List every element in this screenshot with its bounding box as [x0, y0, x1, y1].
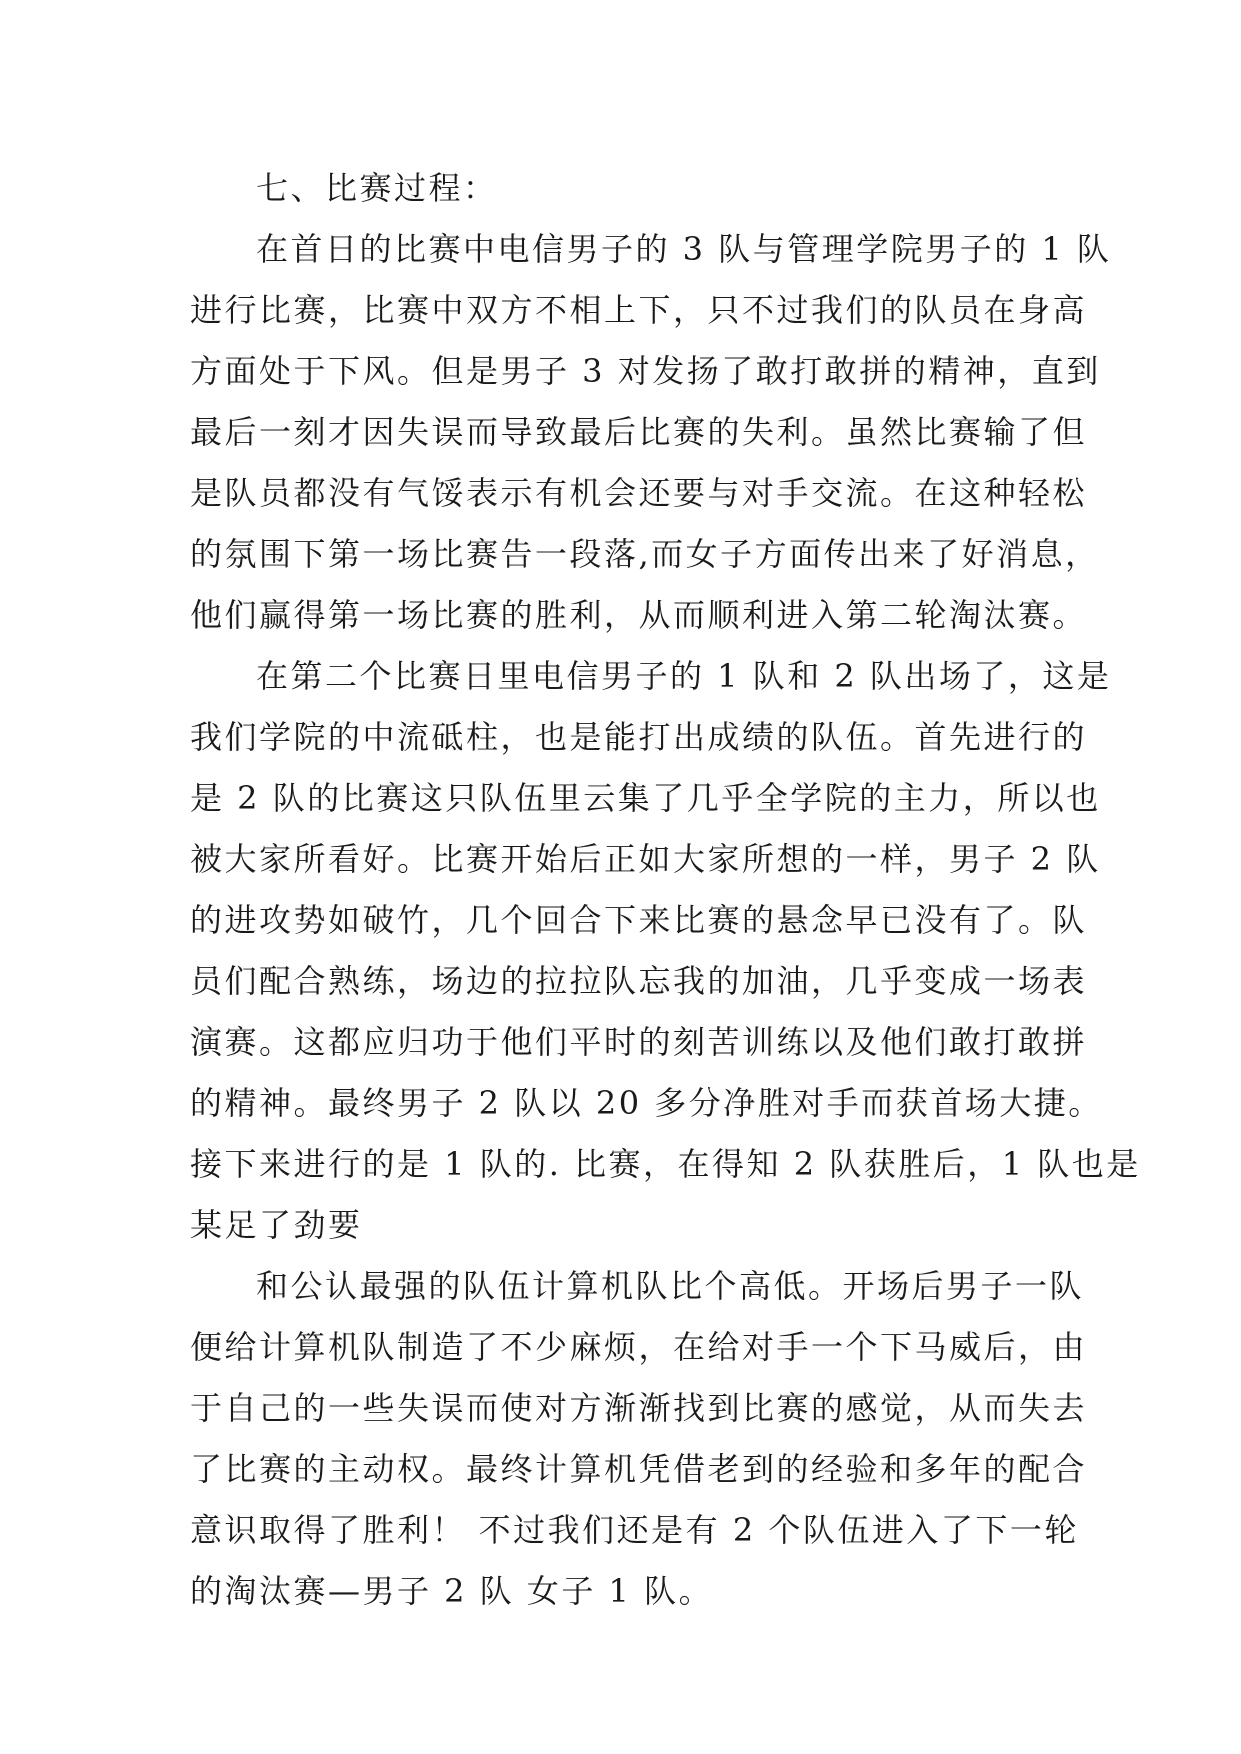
- paragraph-line: 进行比赛，比赛中双方不相上下，只不过我们的队员在身高: [190, 291, 1088, 329]
- paragraph-line: 了比赛的主动权。最终计算机凭借老到的经验和多年的配合: [190, 1450, 1088, 1488]
- paragraph-line: 的精神。最终男子 2 队以 20 多分净胜对手而获首场大捷。: [190, 1084, 1103, 1122]
- paragraph-line: 接下来进行的是 1 队的. 比赛，在得知 2 队获胜后，1 队也是: [190, 1145, 1141, 1183]
- paragraph-line: 意识取得了胜利！ 不过我们还是有 2 个队伍进入了下一轮: [190, 1511, 1079, 1549]
- paragraph-line: 某足了劲要: [190, 1206, 363, 1244]
- paragraph-line: 被大家所看好。比赛开始后正如大家所想的一样，男子 2 队: [190, 840, 1101, 878]
- paragraph-line: 我们学院的中流砥柱，也是能打出成绩的队伍。首先进行的: [190, 718, 1088, 756]
- paragraph-2: [190, 646, 1141, 1256]
- paragraph-line: 便给计算机队制造了不少麻烦，在给对手一个下马威后，由: [190, 1328, 1088, 1366]
- section-heading: 七、比赛过程：: [256, 169, 498, 207]
- paragraph-line: 在第二个比赛日里电信男子的 1 队和 2 队出场了，这是: [256, 657, 1112, 695]
- paragraph-line: 演赛。这都应归功于他们平时的刻苦训练以及他们敢打敢拼: [190, 1023, 1088, 1061]
- paragraph-line: 于自己的一些失误而使对方渐渐找到比赛的感觉，从而失去: [190, 1389, 1088, 1427]
- paragraph-line: 是队员都没有气馁表示有机会还要与对手交流。在这种轻松: [190, 474, 1088, 512]
- paragraph-line: 在首日的比赛中电信男子的 3 队与管理学院男子的 1 队: [256, 230, 1112, 268]
- paragraph-line: 他们赢得第一场比赛的胜利，从而顺利进入第二轮淘汰赛。: [190, 596, 1088, 634]
- paragraph-line: 是 2 队的比赛这只队伍里云集了几乎全学院的主力，所以也: [190, 779, 1101, 817]
- paragraph-line: 的氛围下第一场比赛告一段落,而女子方面传出来了好消息，: [190, 535, 1100, 573]
- paragraph-line: 方面处于下风。但是男子 3 对发扬了敢打敢拼的精神，直到: [190, 352, 1101, 390]
- paragraph-line: 的进攻势如破竹，几个回合下来比赛的悬念早已没有了。队: [190, 901, 1088, 939]
- paragraph-line: 的淘汰赛—男子 2 队 女子 1 队。: [190, 1572, 714, 1610]
- paragraph-line: 和公认最强的队伍计算机队比个高低。开场后男子一队: [256, 1267, 1085, 1305]
- paragraph-3: [190, 1256, 1088, 1622]
- paragraph-line: 最后一刻才因失误而导致最后比赛的失利。虽然比赛输了但: [190, 413, 1088, 451]
- document-body: [190, 158, 1141, 1622]
- paragraph-line: 员们配合熟练，场边的拉拉队忘我的加油，几乎变成一场表: [190, 962, 1088, 1000]
- paragraph-1: [190, 219, 1112, 646]
